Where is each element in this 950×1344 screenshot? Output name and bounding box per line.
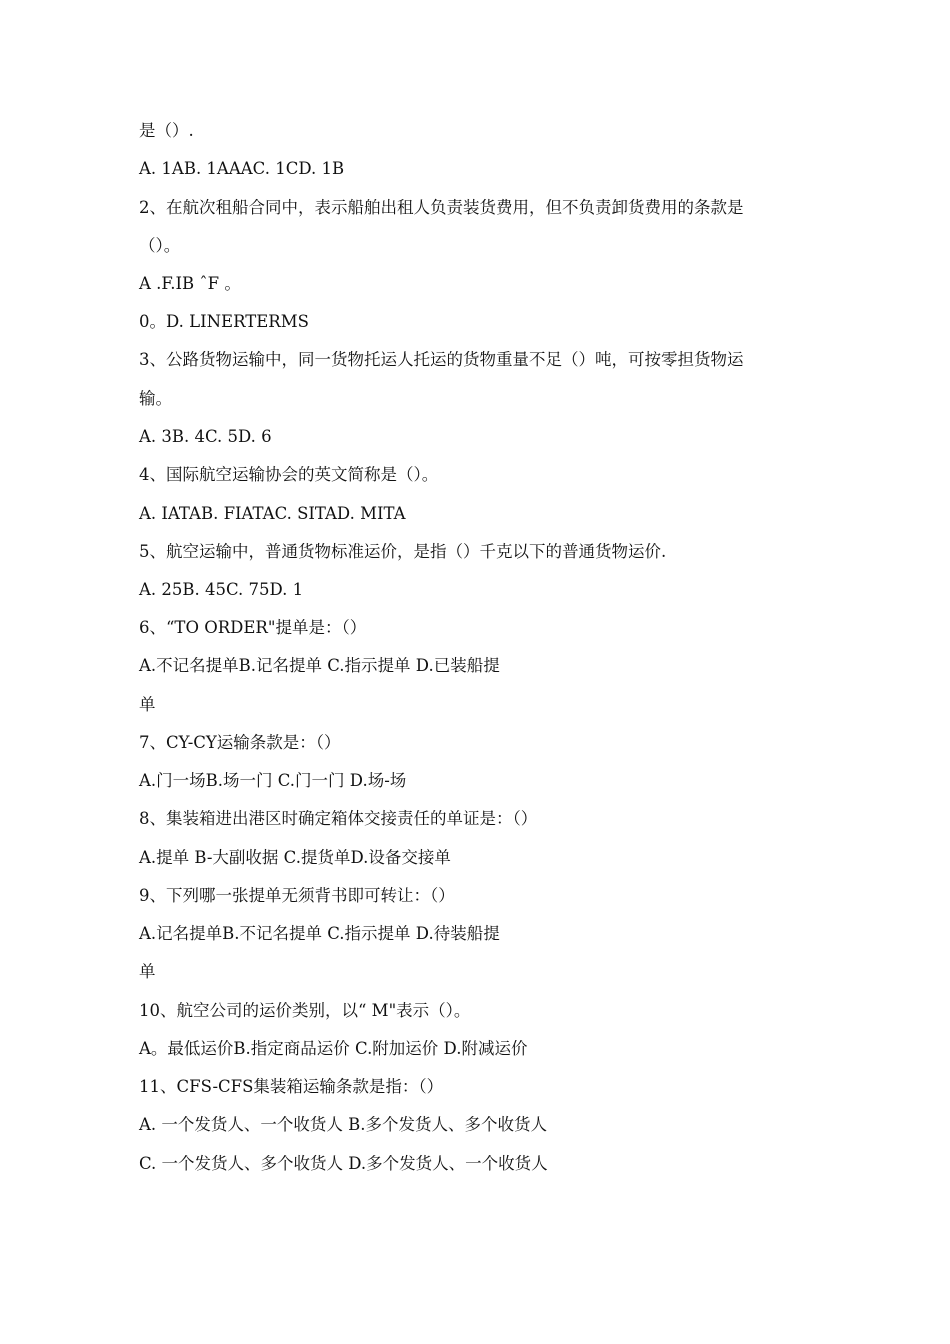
text-line: A.门一场B.场一门 C.门一门 D.场-场 [139,771,407,790]
text-line: A.不记名提单B.记名提单 C.指示提单 D.已装船提 [139,656,500,675]
text-line: A. IATAB. FIATAC. SITAD. MITA [139,504,406,523]
text-line: 单 [139,962,156,981]
text-line: A.记名提单B.不记名提单 C.指示提单 D.待装船提 [139,924,500,943]
text-line: C. 一个发货人、多个收货人 D.多个发货人、一个收货人 [139,1154,548,1173]
text-line: 输。 [139,389,172,408]
text-line: A. 1AB. 1AAAC. 1CD. 1B [139,159,345,178]
text-line: 11、CFS-CFS集装箱运输条款是指：（） [139,1077,444,1096]
text-line: A. 一个发货人、一个收货人 B.多个发货人、多个收货人 [139,1115,548,1134]
text-line: A. 25B. 45C. 75D. 1 [139,580,304,599]
text-line: A .F.IB ˆF 。 [139,274,241,293]
text-line: 是（）. [139,121,194,140]
text-line: A. 3B. 4C. 5D. 6 [139,427,272,446]
text-line: 10、航空公司的运价类别，以“ M"表示（）。 [139,1001,471,1020]
text-line: 单 [139,695,156,714]
text-line: 3、公路货物运输中，同一货物托运人托运的货物重量不足（）吨，可按零担货物运 [139,350,744,369]
text-line: A.提单 B-大副收据 C.提货单D.设备交接单 [139,848,451,867]
text-line: 2、在航次租船合同中，表示船舶出租人负责装货费用，但不负责卸货费用的条款是 [139,198,744,217]
text-line: 5、航空运输中，普通货物标准运价，是指（）千克以下的普通货物运价. [139,542,667,561]
text-line: 0。D. LINERTERMS [139,312,309,331]
text-line: 4、国际航空运输协会的英文简称是（）。 [139,465,439,484]
text-line: 7、CY-CY运输条款是：（） [139,733,341,752]
text-line: （）。 [139,236,181,255]
text-line: 6、“TO ORDER"提单是：（） [139,618,367,637]
text-line: 9、下列哪一张提单无须背书即可转让：（） [139,886,455,905]
text-line: 8、集装箱进出港区时确定箱体交接责任的单证是：（） [139,809,538,828]
text-line: A。最低运价B.指定商品运价 C.附加运价 D.附减运价 [139,1039,528,1058]
